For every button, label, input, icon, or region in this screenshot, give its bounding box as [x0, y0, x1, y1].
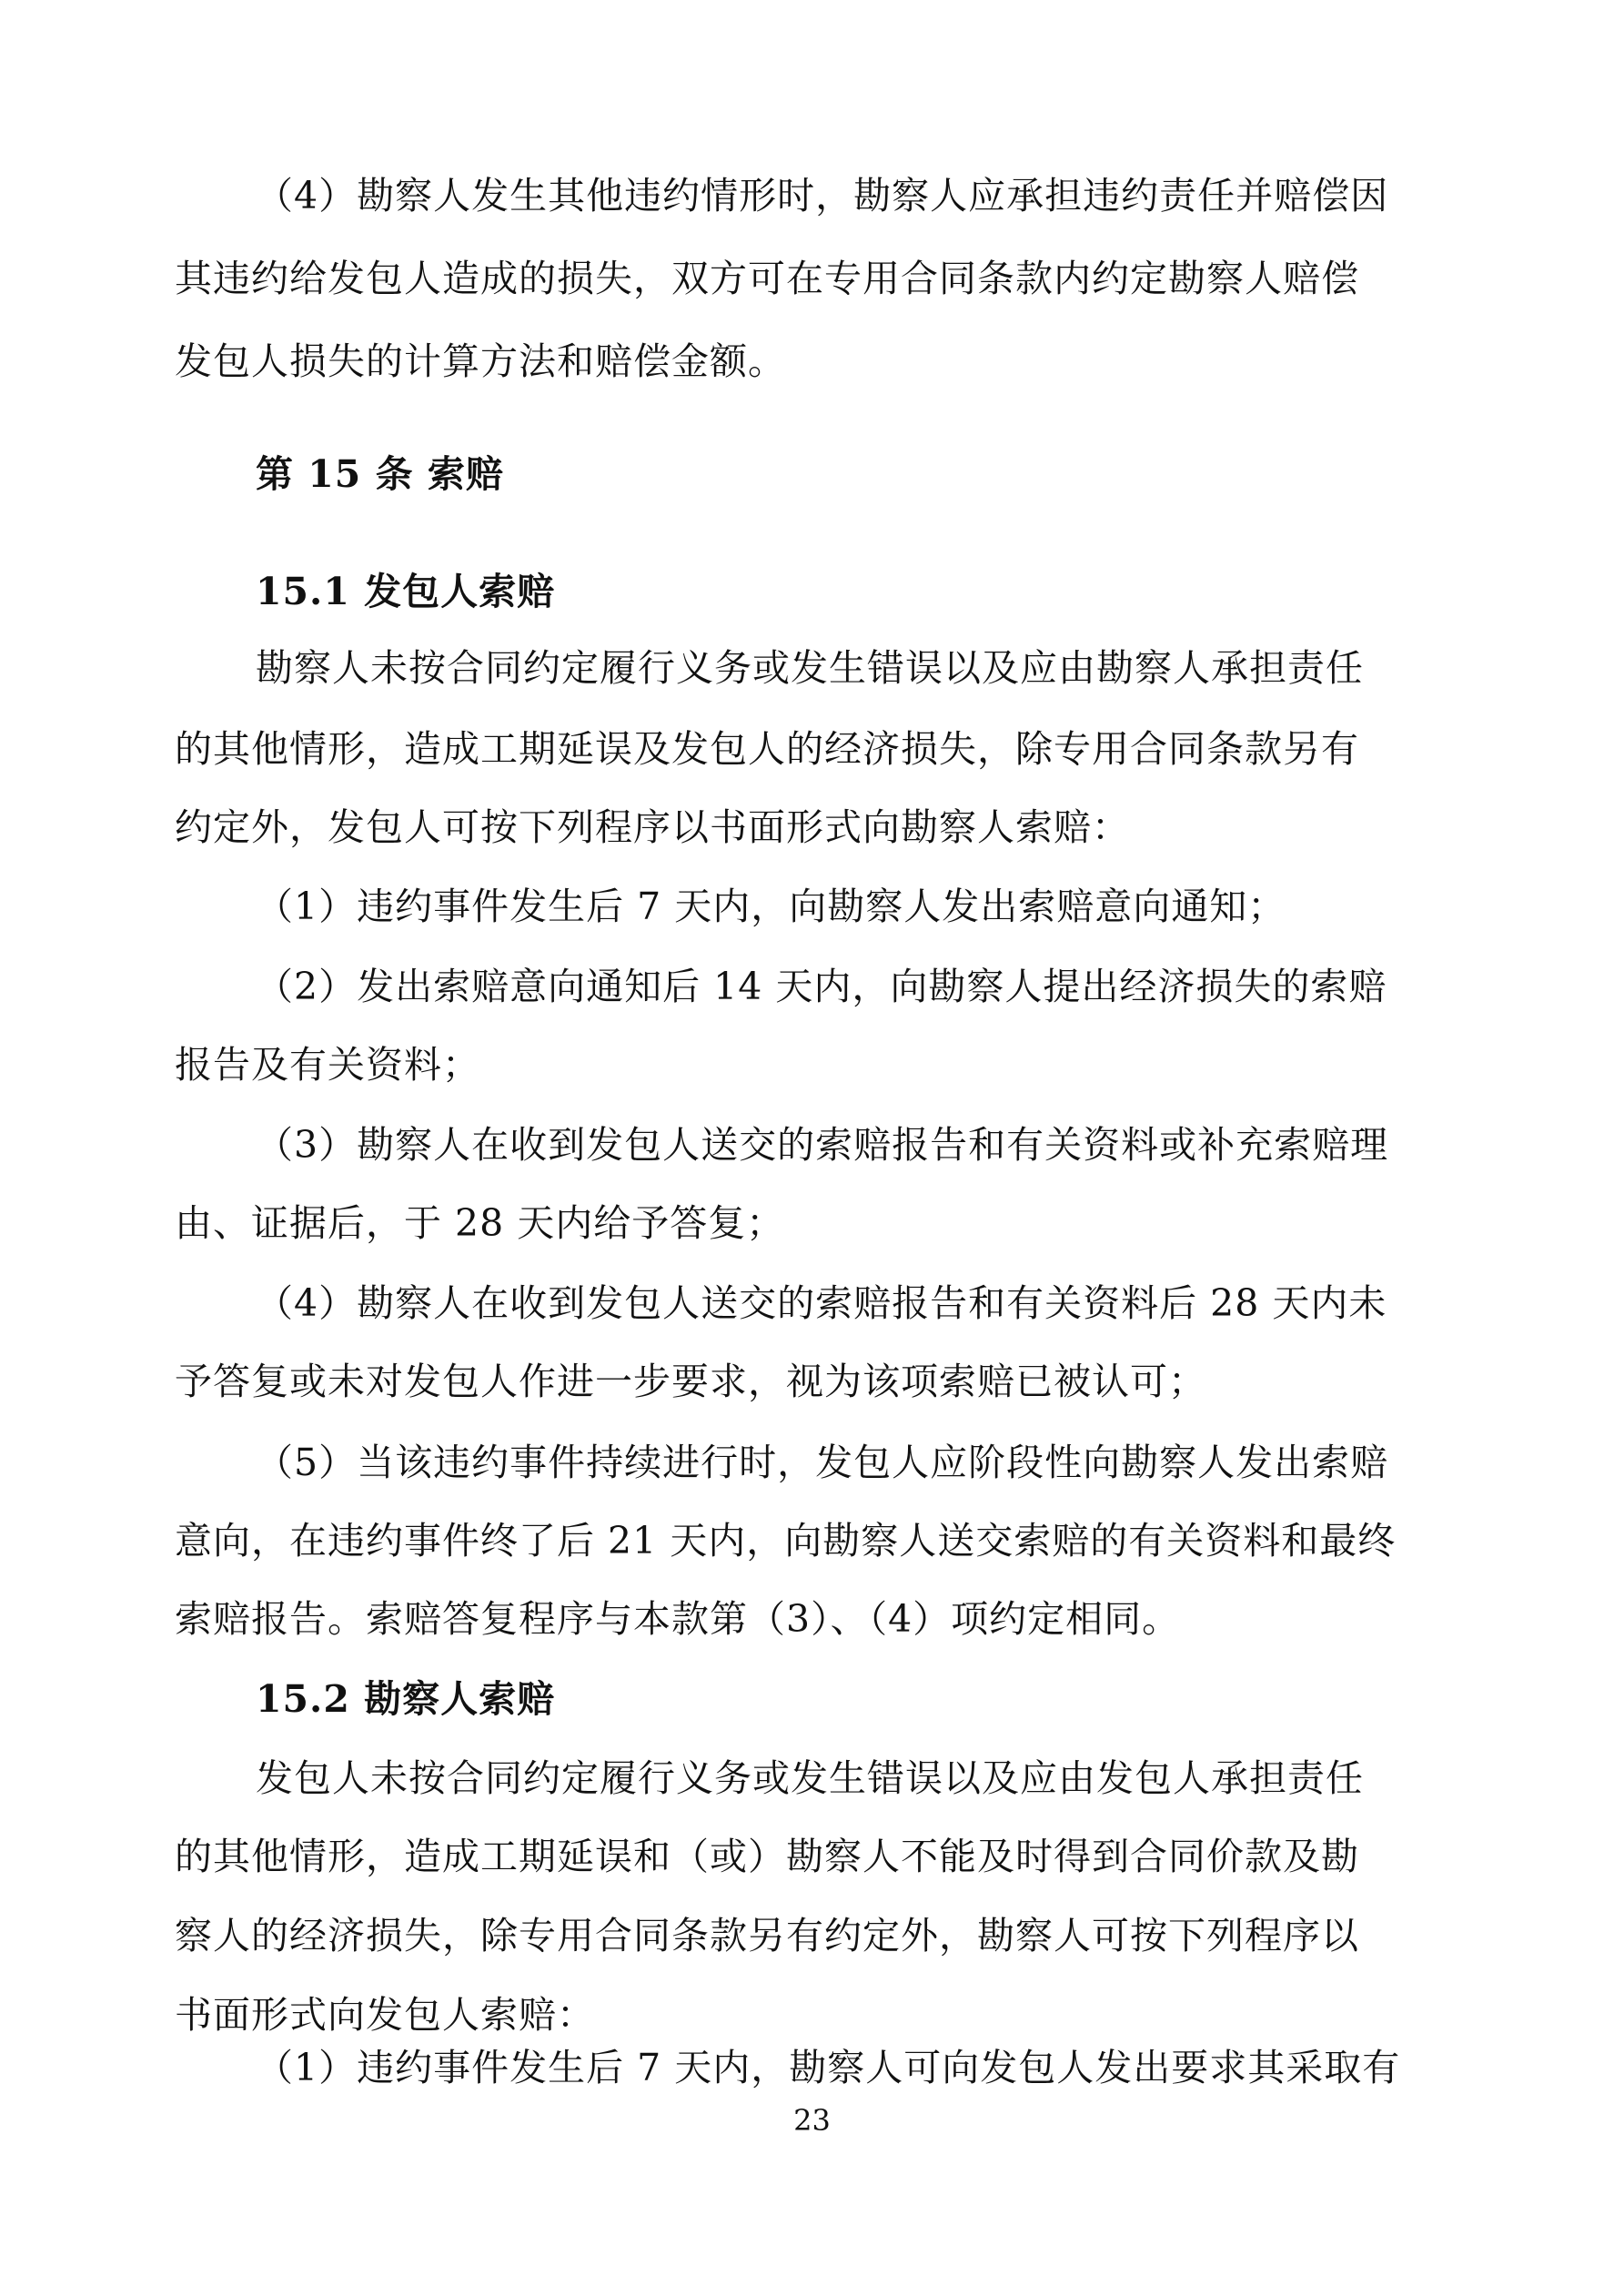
section-15-2-intro-line-3: 察人的经济损失，除专用合同条款另有约定外，勘察人可按下列程序以 — [175, 1914, 1359, 1957]
section-15-2-intro-line-2: 的其他情形，造成工期延误和（或）勘察人不能及时得到合同价款及勘 — [175, 1835, 1359, 1878]
item-2-line-2: 报告及有关资料； — [175, 1043, 480, 1087]
paragraph-4-line-2: 其违约给发包人造成的损失，双方可在专用合同条款内约定勘察人赔偿 — [175, 257, 1359, 300]
section-15-1-intro-line-2: 的其他情形，造成工期延误及发包人的经济损失，除专用合同条款另有 — [175, 727, 1359, 771]
article-15-heading: 第 15 条 索赔 — [256, 452, 504, 496]
section-15-1-heading: 15.1 发包人索赔 — [256, 570, 556, 613]
section-15-2-item-1-line-1: （1）违约事件发生后 7 天内，勘察人可向发包人发出要求其采取有 — [256, 2046, 1401, 2089]
item-3-line-1: （3）勘察人在收到发包人送交的索赔报告和有关资料或补充索赔理 — [256, 1123, 1389, 1167]
section-15-1-intro-line-1: 勘察人未按合同约定履行义务或发生错误以及应由勘察人承担责任 — [256, 646, 1364, 690]
item-4-line-1: （4）勘察人在收到发包人送交的索赔报告和有关资料后 28 天内未 — [256, 1281, 1387, 1325]
paragraph-4-line-1: （4）勘察人发生其他违约情形时，勘察人应承担违约责任并赔偿因 — [256, 174, 1389, 217]
item-1-line-1: （1）违约事件发生后 7 天内，向勘察人发出索赔意向通知； — [256, 885, 1286, 928]
section-15-2-heading: 15.2 勘察人索赔 — [256, 1677, 556, 1721]
item-5-line-1: （5）当该违约事件持续进行时，发包人应阶段性向勘察人发出索赔 — [256, 1441, 1389, 1484]
page-number: 23 — [793, 2103, 831, 2138]
item-5-line-3: 索赔报告。索赔答复程序与本款第（3）、（4）项约定相同。 — [175, 1597, 1181, 1641]
item-3-line-2: 由、证据后，于 28 天内给予答复； — [175, 1201, 785, 1245]
section-15-1-intro-line-3: 约定外，发包人可按下列程序以书面形式向勘察人索赔： — [175, 805, 1130, 849]
item-4-line-2: 予答复或未对发包人作进一步要求，视为该项索赔已被认可； — [175, 1360, 1206, 1403]
section-15-2-intro-line-4: 书面形式向发包人索赔： — [175, 1993, 595, 2037]
paragraph-4-line-3: 发包人损失的计算方法和赔偿金额。 — [175, 339, 786, 383]
item-5-line-2: 意向，在违约事件终了后 21 天内，向勘察人送交索赔的有关资料和最终 — [175, 1519, 1397, 1563]
section-15-2-intro-line-1: 发包人未按合同约定履行义务或发生错误以及应由发包人承担责任 — [256, 1756, 1364, 1800]
item-2-line-1: （2）发出索赔意向通知后 14 天内，向勘察人提出经济损失的索赔 — [256, 965, 1387, 1008]
